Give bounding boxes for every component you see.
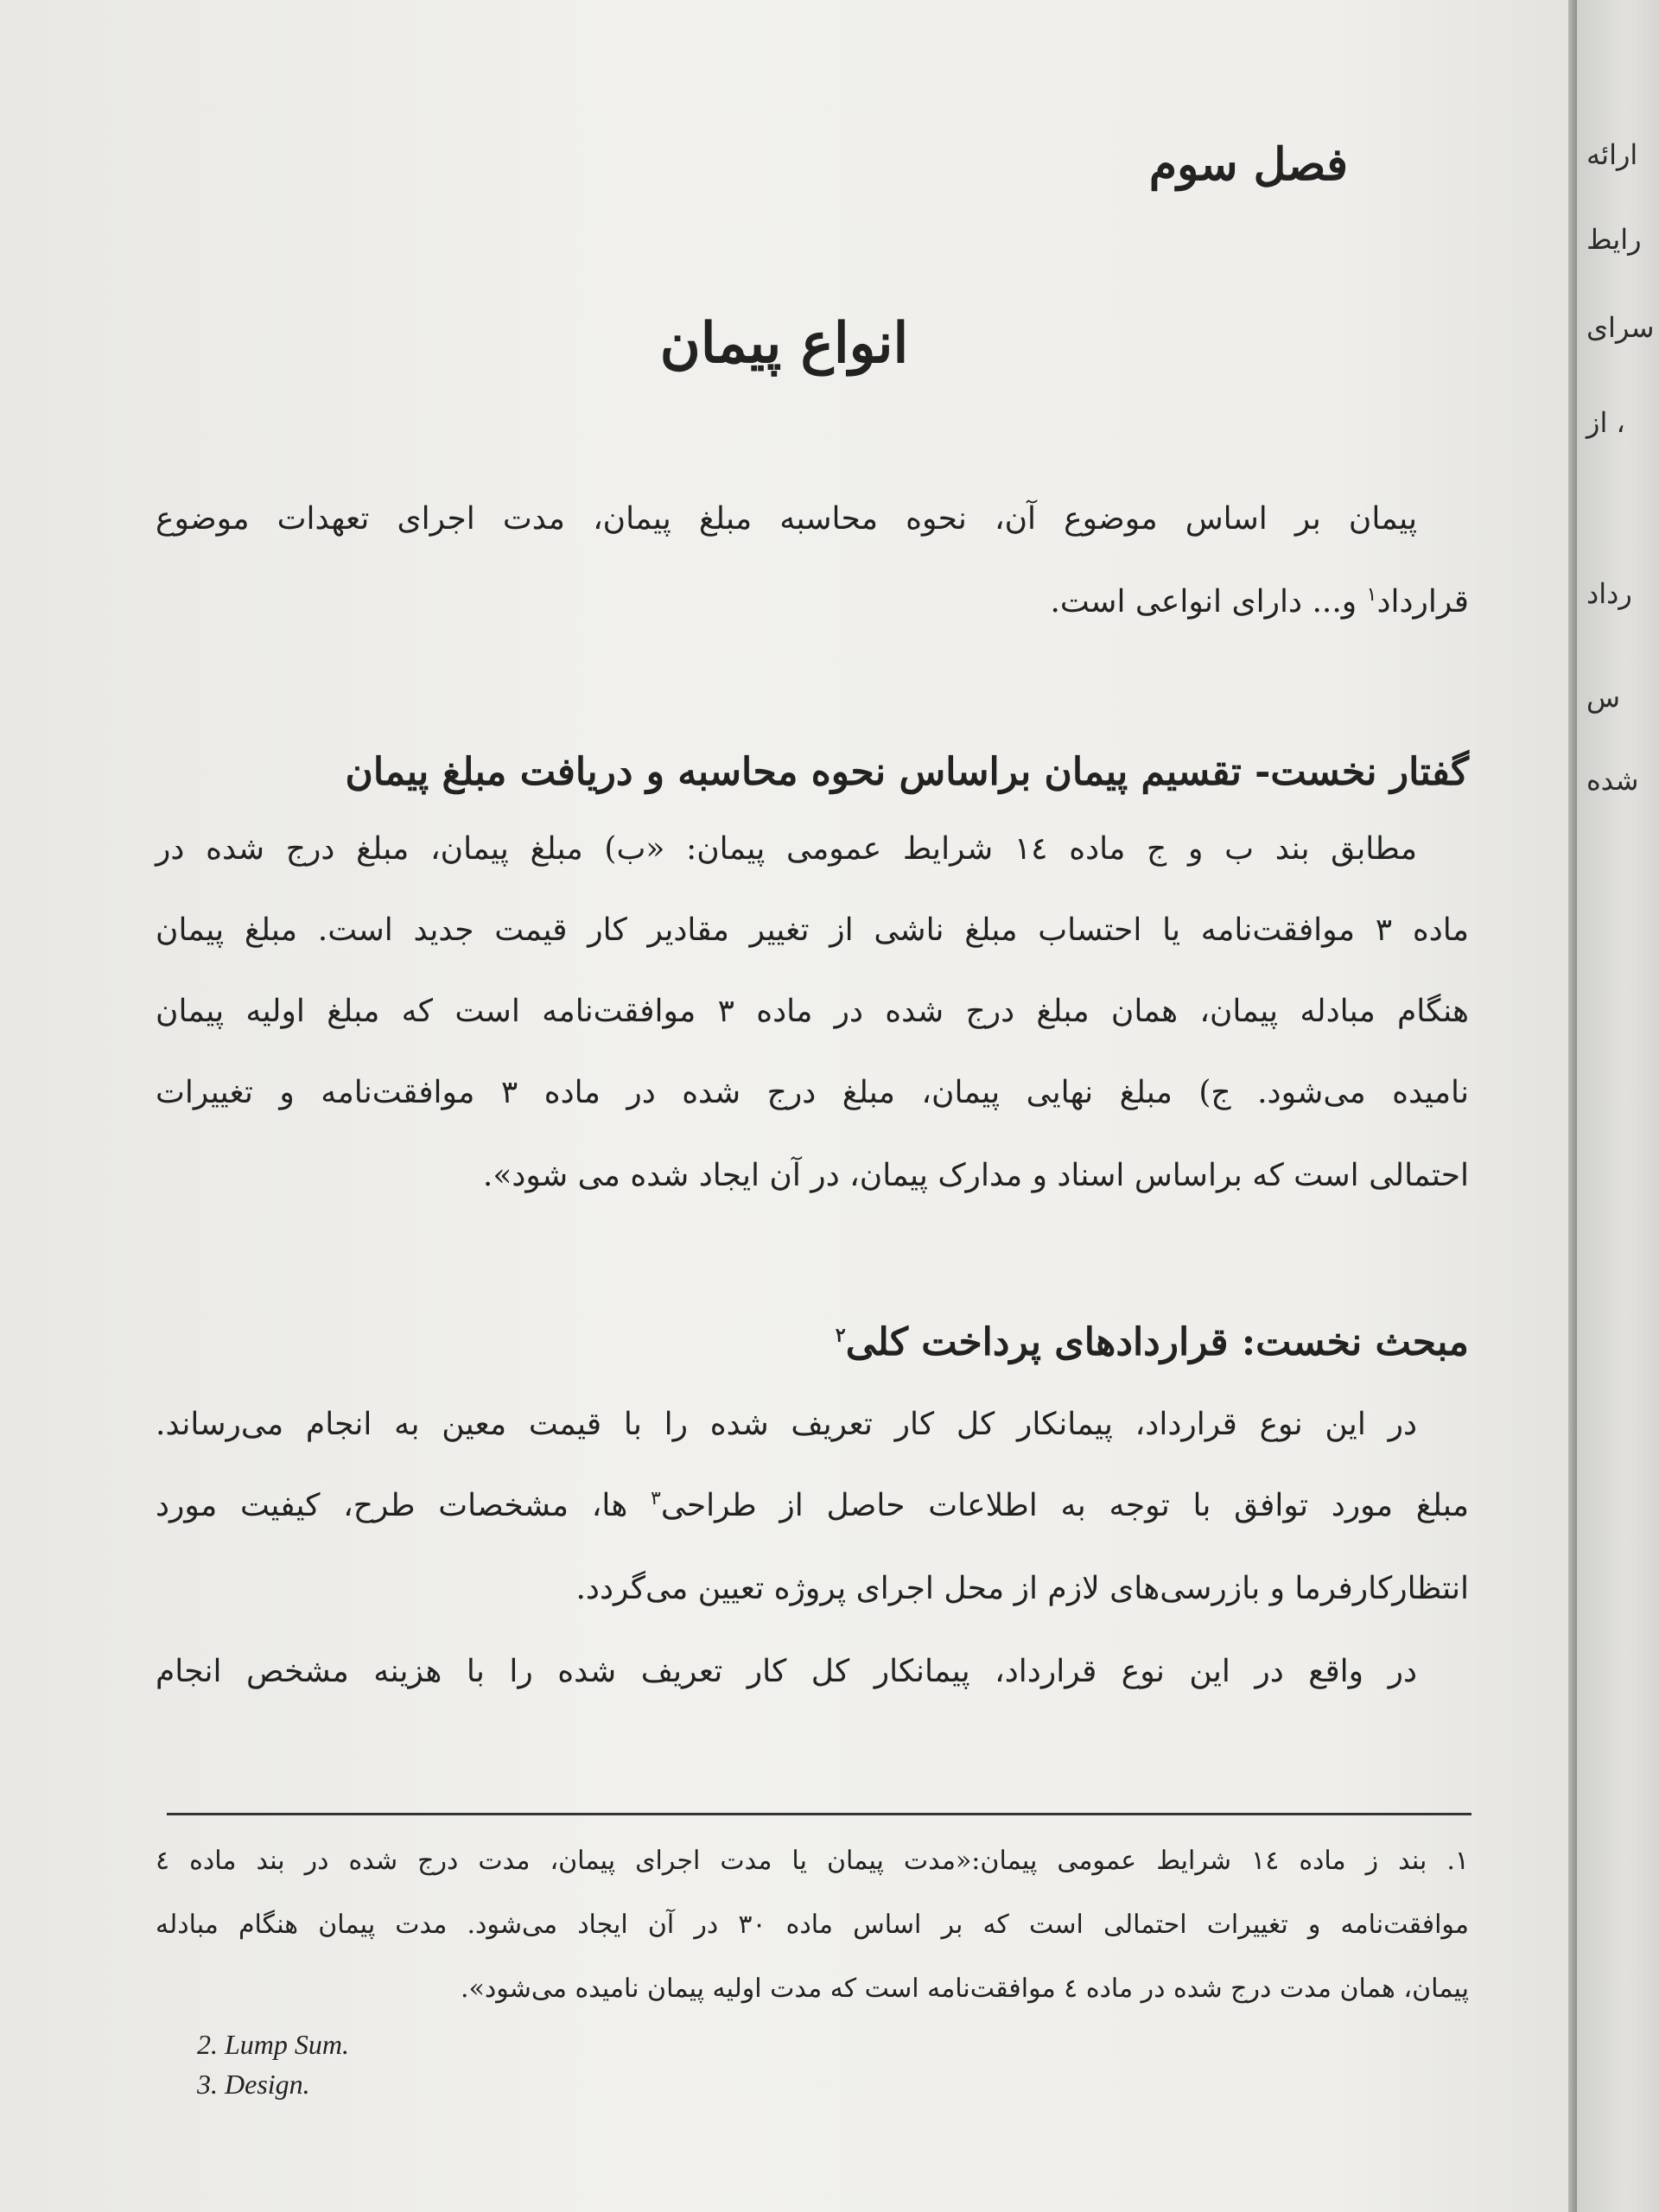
footnote-3: 3. Design.	[197, 2069, 310, 2100]
footnote-divider	[167, 1813, 1471, 1815]
section2-text-a: مبلغ مورد توافق با توجه به اطلاعات حاصل از طراحی	[660, 1488, 1469, 1523]
adjacent-fragment-5: رداد	[1586, 577, 1632, 610]
footnote-ref-2: ٢	[835, 1324, 846, 1347]
section2-heading-text: مبحث نخست: قراردادهای پرداخت کلی	[845, 1320, 1469, 1364]
section2-line-2	[156, 1488, 1469, 1523]
section1-line-3: هنگام مبادله پیمان، همان مبلغ درج شده در ماده ٣ موافقت‌نامه است که مبلغ اولیه پیمان	[156, 994, 1469, 1029]
page-title: انواع پیمان	[659, 311, 909, 376]
footnote-1-line-3: پیمان، همان مدت درج شده در ماده ٤ موافقت‌نامه است که مدت اولیه پیمان نامیده می‌شود».	[460, 1974, 1469, 2004]
adjacent-fragment-2: رایط	[1586, 223, 1642, 256]
footnote-1-line-2: موافقت‌نامه و تغییرات احتمالی است که بر اساس ماده ٣٠ در آن ایجاد می‌شود. مدت پیمان هنگام مبادله	[156, 1910, 1470, 1940]
footnote-1-line-1: ١. بند ز ماده ١٤ شرایط عمومی پیمان:«مدت پیمان یا مدت اجرای پیمان، مدت درج شده در بند ماده ٤	[156, 1846, 1469, 1876]
footnote-ref-1: ۱	[1366, 584, 1377, 606]
adjacent-fragment-1: ارائه	[1586, 138, 1638, 171]
section2-line-1: در این نوع قرارداد، پیمانکار کل کار تعریف شده را با قیمت معین به انجام می‌رساند.	[156, 1407, 1417, 1442]
section1-line-2: ماده ٣ موافقت‌نامه یا احتساب مبلغ ناشی از تغییر مقادیر کار قیمت جدید است. مبلغ پیمان	[156, 912, 1470, 948]
footnote-ref-3: ٣	[651, 1488, 661, 1510]
book-spine	[1568, 0, 1577, 2212]
adjacent-fragment-6: س	[1586, 681, 1621, 714]
section1-line-1: مطابق بند ب و ج ماده ١٤ شرایط عمومی پیمان: «ب) مبلغ پیمان، مبلغ درج شده در	[156, 831, 1417, 867]
section-heading-2	[836, 1320, 1469, 1364]
intro-text-a: قرارداد	[1376, 584, 1469, 620]
section-heading-1: گفتار نخست- تقسیم پیمان براساس نحوه محاسبه و دریافت مبلغ پیمان	[345, 750, 1469, 794]
chapter-label: فصل سوم	[1148, 138, 1348, 191]
adjacent-fragment-4: ، از	[1586, 406, 1625, 439]
intro-line-2	[156, 584, 1469, 620]
intro-line-1: پیمان بر اساس موضوع آن، نحوه محاسبه مبلغ پیمان، مدت اجرای تعهدات موضوع	[156, 501, 1417, 537]
adjacent-fragment-3: سرای	[1586, 311, 1655, 344]
footnote-2: 2. Lump Sum.	[197, 2029, 350, 2060]
intro-text-b: و... دارای انواعی است.	[1050, 584, 1367, 620]
adjacent-fragment-7: شده	[1586, 764, 1639, 797]
section2-line-4: در واقع در این نوع قرارداد، پیمانکار کل کار تعریف شده را با هزینه مشخص انجام	[156, 1654, 1417, 1689]
section1-line-4: نامیده می‌شود. ج) مبلغ نهایی پیمان، مبلغ درج شده در ماده ٣ موافقت‌نامه و تغییرات	[156, 1075, 1469, 1110]
section1-line-5: احتمالی است که براساس اسناد و مدارک پیمان، در آن ایجاد شده می شود».	[482, 1158, 1469, 1193]
section2-text-b: ها، مشخصات طرح، کیفیت مورد	[156, 1488, 652, 1523]
section2-line-3: انتظارکارفرما و بازرسی‌های لازم از محل اجرای پروژه تعیین می‌گردد.	[575, 1571, 1469, 1606]
